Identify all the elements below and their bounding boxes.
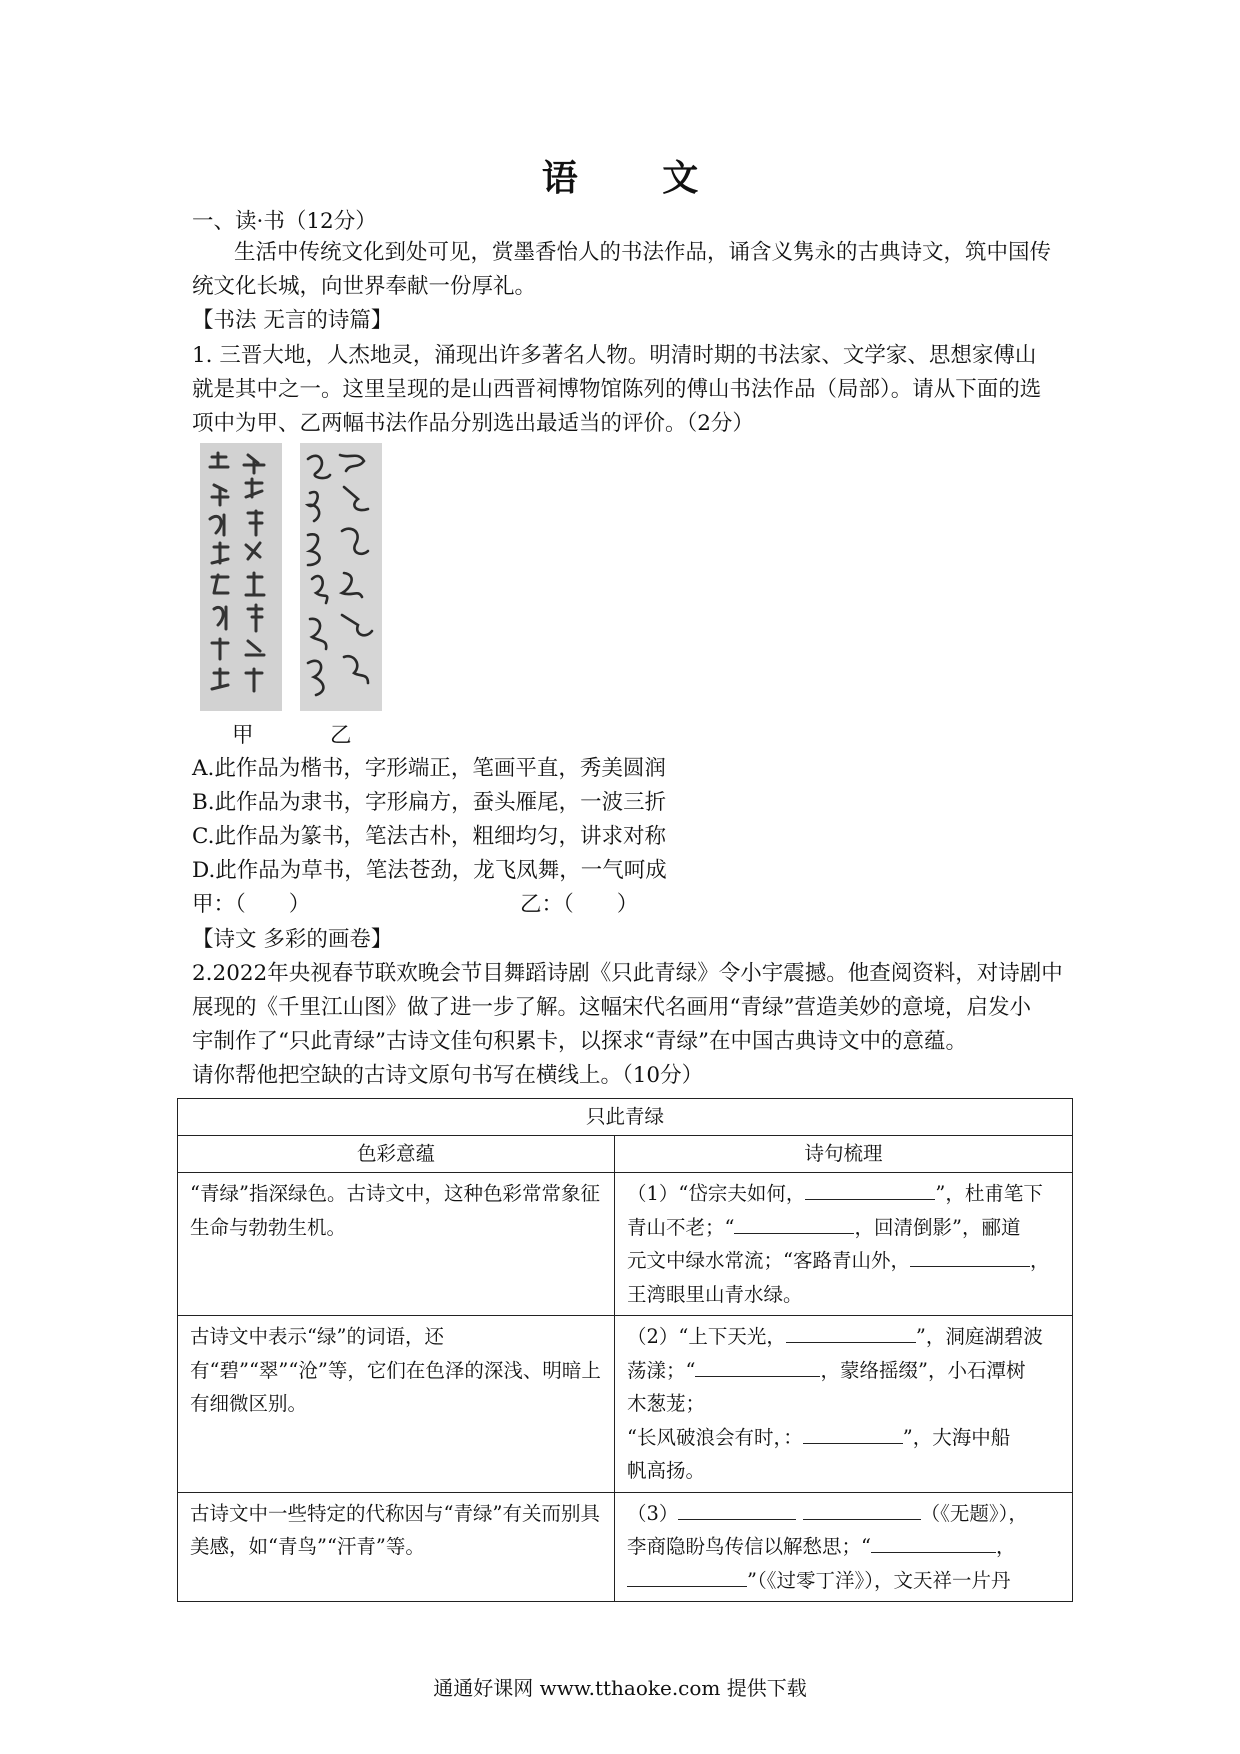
fill-blank[interactable] xyxy=(786,1320,916,1343)
fill-blank[interactable] xyxy=(678,1497,796,1520)
part1-heading: 【书法 无言的诗篇】 xyxy=(192,308,393,333)
answer-b: 乙：（ ） xyxy=(520,892,639,917)
fill-blank[interactable] xyxy=(805,1177,935,1200)
row-verses: （3） （《无题》）， 李商隐盼鸟传信以解愁思；“ ， ”（《过零丁洋》），文天祥一片丹 xyxy=(615,1492,1073,1602)
fill-blank[interactable] xyxy=(871,1530,996,1553)
row-meaning: 古诗文中一些特定的代称因与“青绿”有关而别具美感，如“青鸟”“汗青”等。 xyxy=(178,1492,615,1602)
calligraphy-image-b xyxy=(300,443,382,711)
row-verses: （1）“岱宗夫如何， ”，杜甫笔下 青山不老；“ ，回清倒影”，郦道 元文中绿水常流；“客路青山外， ， 王湾眼里山青水绿。 xyxy=(615,1173,1073,1316)
table-row xyxy=(178,1173,1073,1316)
option-c: C.此作品为篆书，笔法古朴，粗细均匀，讲求对称 xyxy=(192,824,667,849)
question2-line-2: 展现的《千里江山图》做了进一步了解。这幅宋代名画用“青绿”营造美妙的意境，启发小 xyxy=(192,995,1031,1020)
part2-heading: 【诗文 多彩的画卷】 xyxy=(192,927,393,952)
question2-line-1: 2.2022年央视春节联欢晚会节目舞蹈诗剧《只此青绿》令小宇震撼。他查阅资料，对诗剧中 xyxy=(192,961,1063,986)
question2-line-3: 宇制作了“只此青绿”古诗文佳句积累卡，以探求“青绿”在中国古典诗文中的意蕴。 xyxy=(192,1029,967,1054)
intro-text-line-2: 统文化长城，向世界奉献一份厚礼。 xyxy=(192,274,537,299)
answer-a: 甲：（ ） xyxy=(192,892,311,917)
intro-text-line-1: 生活中传统文化到处可见，赏墨香怡人的书法作品，诵含义隽永的古典诗文，筑中国传 xyxy=(234,240,1052,265)
fill-blank[interactable] xyxy=(695,1354,820,1377)
section-heading: 一、读·书（12分） xyxy=(192,209,377,234)
table-row xyxy=(178,1492,1073,1602)
option-b: B.此作品为隶书，字形扁方，蚕头雁尾，一波三折 xyxy=(192,790,667,815)
fill-blank[interactable] xyxy=(627,1564,747,1587)
calligraphy-image-a xyxy=(200,443,282,711)
poem-table xyxy=(177,1098,1073,1602)
caption-a: 甲 xyxy=(232,723,254,748)
fill-blank[interactable] xyxy=(734,1211,854,1234)
caption-b: 乙 xyxy=(330,723,352,748)
question1-line-1: 1. 三晋大地，人杰地灵，涌现出许多著名人物。明清时期的书法家、文学家、思想家傅山 xyxy=(192,343,1037,368)
question1-line-3: 项中为甲、乙两幅书法作品分别选出最适当的评价。（2分） xyxy=(192,411,754,436)
column-header-verses: 诗句梳理 xyxy=(615,1136,1073,1173)
fill-blank[interactable] xyxy=(910,1244,1030,1267)
fill-blank[interactable] xyxy=(803,1497,921,1520)
table-caption: 只此青绿 xyxy=(178,1099,1073,1136)
row-meaning: “青绿”指深绿色。古诗文中，这种色彩常常象征生命与勃勃生机。 xyxy=(178,1173,615,1316)
question2-line-4: 请你帮他把空缺的古诗文原句书写在横线上。（10分） xyxy=(192,1063,704,1088)
column-header-meaning: 色彩意蕴 xyxy=(178,1136,615,1173)
page-footer: 通通好课网 www.tthaoke.com 提供下载 xyxy=(433,1676,807,1700)
page-title: 语 文 xyxy=(541,157,735,199)
option-d: D.此作品为草书，笔法苍劲，龙飞凤舞，一气呵成 xyxy=(192,858,667,883)
question1-line-2: 就是其中之一。这里呈现的是山西晋祠博物馆陈列的傅山书法作品（局部）。请从下面的选 xyxy=(192,377,1042,402)
fill-blank[interactable] xyxy=(803,1421,903,1444)
row-verses: （2）“上下天光， ”，洞庭湖碧波 荡漾；“ ，蒙络摇缀”，小石潭树 木葱茏； “长风破浪会有时，： ”，大海中船 帆高扬。 xyxy=(615,1316,1073,1493)
table-row xyxy=(178,1316,1073,1493)
row-meaning: 古诗文中表示“绿”的词语，还有“碧”“翠”“沧”等，它们在色泽的深浅、明暗上有细微区别。 xyxy=(178,1316,615,1493)
option-a: A.此作品为楷书，字形端正，笔画平直，秀美圆润 xyxy=(192,756,666,781)
